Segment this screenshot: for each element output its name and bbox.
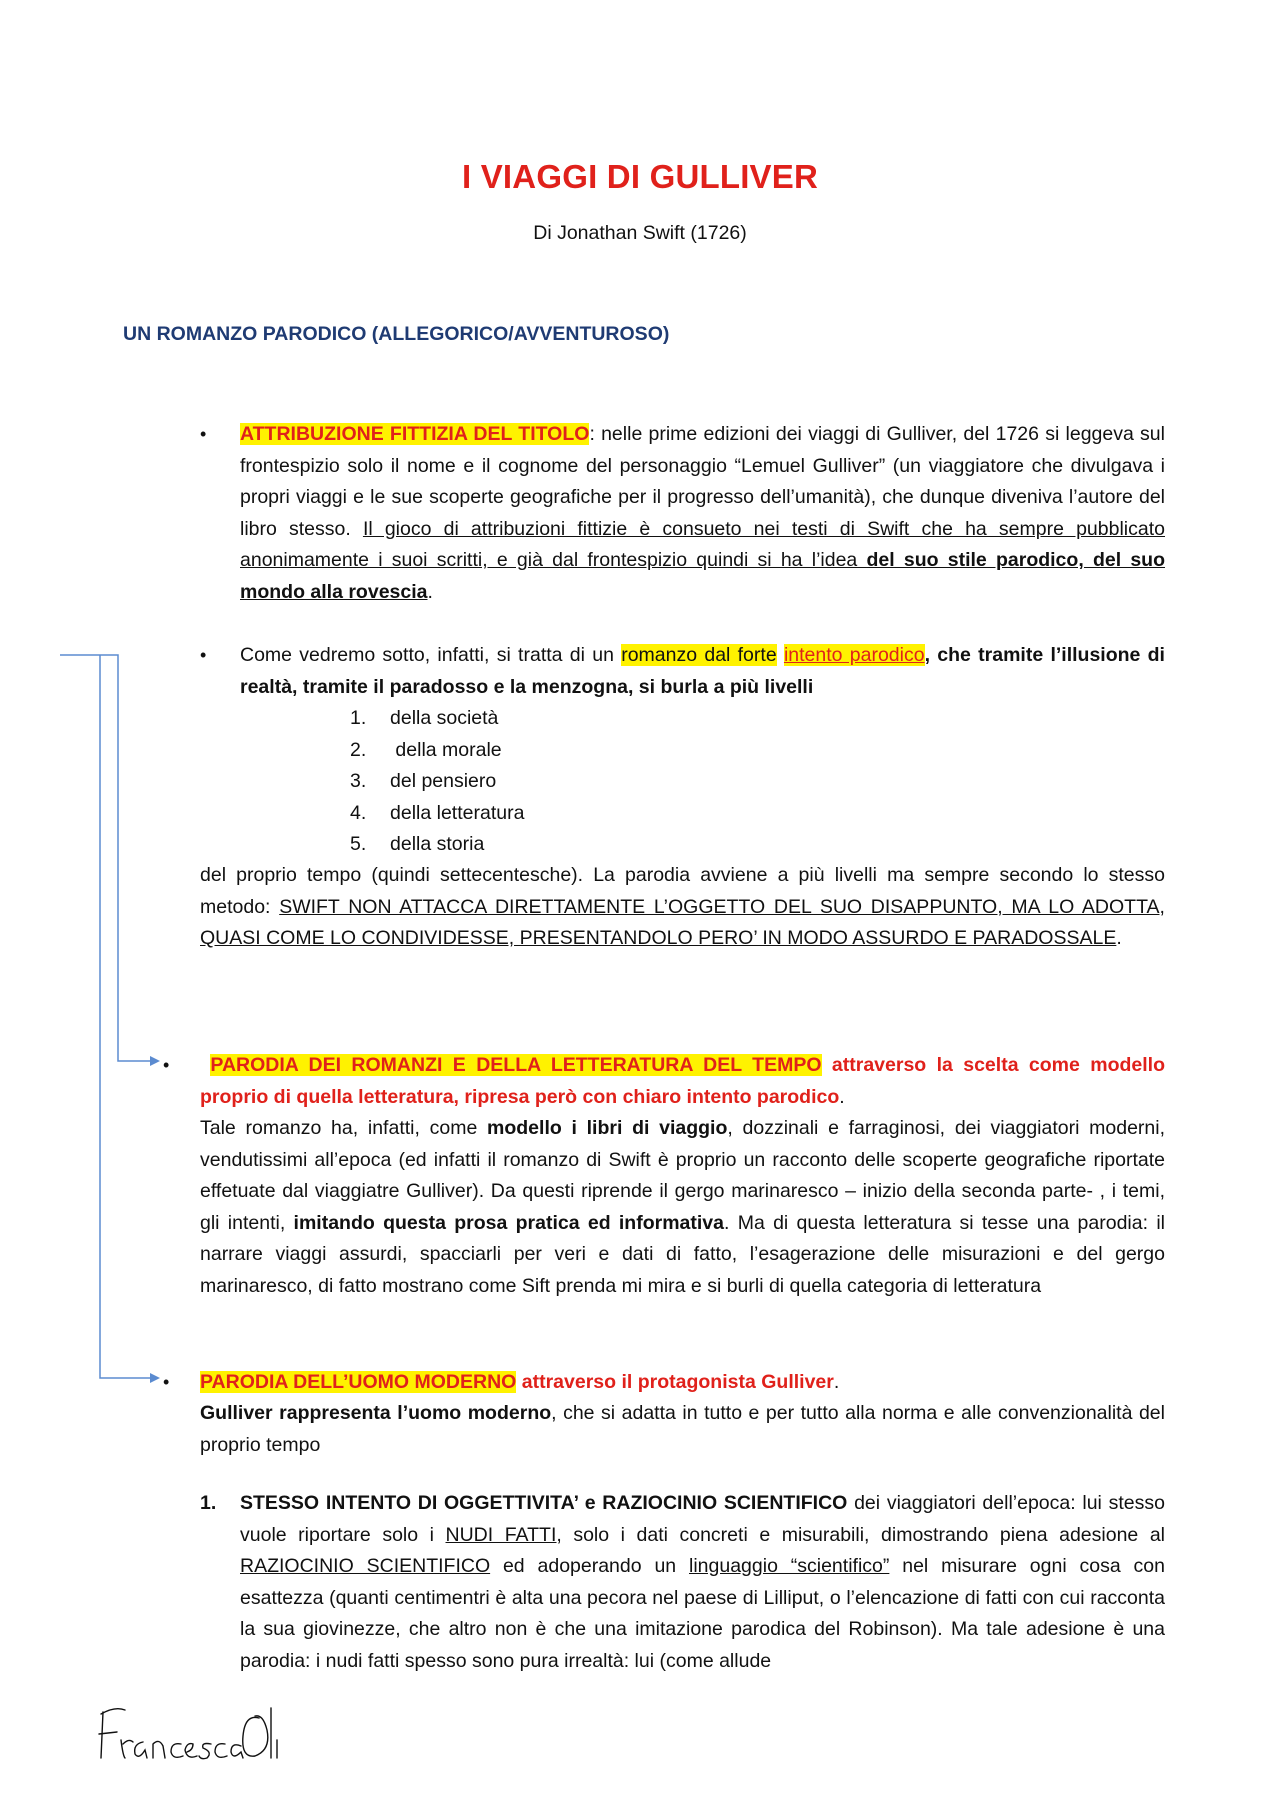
text-run: dei viaggiatori dell’epoca: lui stesso vuole riportare solo i <box>240 1492 1165 1546</box>
underlined-bold-text: del suo stile parodico, del suo mondo alla rovescia <box>240 549 1165 603</box>
bullet-icon: • <box>200 424 207 444</box>
paragraph-attribuzione <box>240 419 1165 608</box>
red-text: attraverso il protagonista Gulliver <box>516 1371 834 1393</box>
paragraph-parodia-uomo <box>200 1367 1165 1399</box>
bullet-icon: • <box>200 645 207 665</box>
paragraph-uomo-moderno <box>200 1398 1165 1461</box>
text-run: solo i dati concreti e misurabili, dimostrando piena adesione al <box>561 1523 1165 1546</box>
underlined-text: RAZIOCINIO SCIENTIFICO <box>240 1555 491 1577</box>
bold-text: modello i libri di viaggio <box>487 1117 728 1139</box>
list-number: 1. <box>200 1492 217 1514</box>
numbered-list <box>350 703 524 861</box>
bold-text: , che tramite l’illusione di realtà, tramite il paradosso e la menzogna, si burla a più livelli <box>240 644 1165 698</box>
page-subtitle: Di Jonathan Swift (1726) <box>533 222 747 244</box>
list-item: 3. del pensiero <box>350 770 497 792</box>
highlight-label: ATTRIBUZIONE FITTIZIA DEL TITOLO <box>240 423 590 445</box>
highlight-label: PARODIA DELL’UOMO MODERNO <box>200 1371 517 1393</box>
underlined-text: NUDI FATTI, <box>445 1523 562 1546</box>
bullet-icon: • <box>163 1055 170 1075</box>
text-run: . <box>1116 927 1122 949</box>
paragraph-oggettivita <box>240 1488 1165 1677</box>
list-item: 5. della storia <box>350 833 485 855</box>
bold-text: Gulliver rappresenta l’uomo moderno <box>200 1402 552 1424</box>
paragraph-libri-viaggio <box>200 1113 1165 1302</box>
list-item: 2. della morale <box>350 738 502 761</box>
underlined-text: SWIFT NON ATTACCA DIRETTAMENTE L’OGGETTO DEL SUO DISAPPUNTO, MA LO ADOTTA, QUASI COME LO CONDIVIDESSE, PRESENTANDOLO PERO’ IN MODO ASSURDO E PARADOSSALE <box>200 895 1165 949</box>
page-title: I VIAGGI DI GULLIVER <box>461 158 819 195</box>
paragraph-parodia-romanzi <box>200 1050 1165 1113</box>
text-run: , dozzinali e farraginosi, dei viaggiatori moderni, vendutissimi all’epoca (ed infatti il romanzo di Swift è proprio un racconto delle scoperte geografiche riportate effetuate dal viaggiatre Gulliver). Da questi riprende il gergo marinaresco – inizio della seconda parte- , i temi, gli intenti, <box>200 1117 1166 1234</box>
paragraph-romanzo-parodico <box>240 640 1165 703</box>
text-run: Tale romanzo ha, infatti, come <box>200 1117 488 1139</box>
text-run: nel misurare ogni cosa con esattezza (quanti centimentri è alta una pecora nel paese di Lilliput, o l’elencazione di fatti con cui racconta la sua giovinezze, che altro non è che una imitazione parodica del Robinson). Ma tale adesione è una parodia: i nudi fatti spesso sono pura irrealtà: lui (come allude <box>240 1555 1165 1672</box>
section-heading: UN ROMANZO PARODICO (ALLEGORICO/AVVENTUROSO) <box>123 323 670 345</box>
highlight-text: intento parodico <box>783 644 925 666</box>
text-run: , che si adatta in tutto e per tutto alla norma e alle convenzionalità del proprio tempo <box>200 1402 1165 1456</box>
text-run <box>777 644 784 666</box>
text-run: : nelle prime edizioni dei viaggi di Gulliver, del 1726 si leggeva sul frontespizio solo il nome e il cognome del personaggio “Lemuel Gulliver” (un viaggiatore che divulgava i propri viaggi e le sue scoperte geografiche per il progresso dell’umanità), che dunque diveniva l’autore del libro stesso. <box>240 423 1165 540</box>
text-run: Come vedremo sotto, infatti, si tratta di un <box>240 644 622 666</box>
text-run: . <box>839 1085 845 1108</box>
text-run: . <box>427 580 433 603</box>
list-item: 4. della letteratura <box>350 801 525 824</box>
text-run: ed adoperando un <box>490 1555 689 1577</box>
list-item: 1. della società <box>350 707 499 729</box>
highlight-label: PARODIA DEI ROMANZI E DELLA LETTERATURA DEL TEMPO <box>210 1054 822 1076</box>
text-run: . <box>833 1371 840 1393</box>
highlight-text: romanzo dal forte <box>621 644 777 666</box>
handwritten-signature <box>95 1700 295 1770</box>
red-text: attraverso la scelta come modello proprio di quella letteratura, ripresa però con chiaro intento parodico <box>200 1054 1166 1108</box>
text-run: . Ma di questa letteratura si tesse una parodia: il narrare viaggi assurdi, spacciarli per veri e dati di fatto, l’esagerazione delle misurazioni e del gergo marinaresco, di fatto mostrano come Sift prenda mi mira e si burli di quella categoria di letteratura <box>200 1211 1165 1297</box>
underlined-text: Il gioco di attribuzioni fittizie è consueto nei testi di Swift che ha sempre pubblicato anonimamente i suoi scritti, e già dal frontespizio quindi si ha l’idea <box>240 517 1165 571</box>
underlined-text: linguaggio “scientifico” <box>689 1555 890 1577</box>
bold-text: STESSO INTENTO DI OGGETTIVITA’ e RAZIOCINIO SCIENTIFICO <box>240 1492 848 1514</box>
text-run: del proprio tempo (quindi settecentesche). La parodia avviene a più livelli ma sempre secondo lo stesso metodo: <box>200 864 1165 918</box>
bullet-icon: • <box>163 1372 170 1392</box>
bold-text: imitando questa prosa pratica ed informativa <box>293 1211 724 1234</box>
paragraph-metodo <box>200 860 1165 955</box>
